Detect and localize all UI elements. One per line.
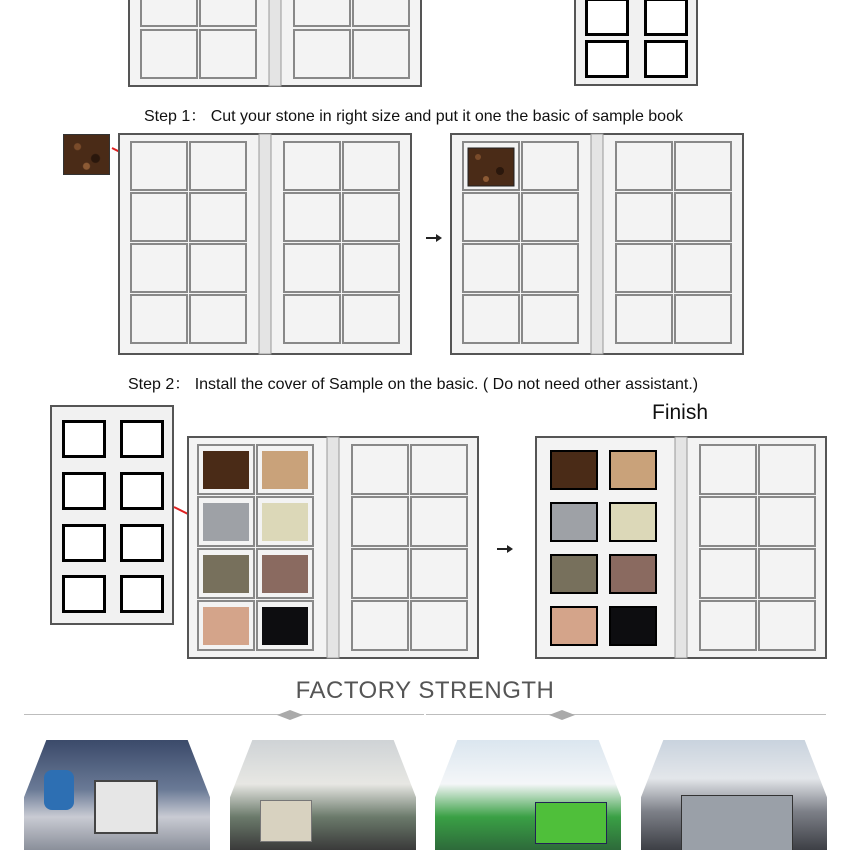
sample-book-finished [535, 436, 827, 659]
cover-window [62, 575, 106, 613]
cover-window [120, 575, 164, 613]
cover-window [120, 472, 164, 510]
book-top-left [128, 0, 422, 88]
diamond-icon [549, 710, 575, 720]
cover-window [120, 420, 164, 458]
small-right-arrow-icon [496, 543, 514, 555]
divider-line-right [426, 714, 826, 715]
step-1-caption: Step 1： Cut your stone in right size and put it one the basic of sample book [144, 108, 683, 125]
cover-window [585, 0, 629, 36]
sample-book-empty [118, 133, 412, 355]
cover-window [585, 40, 629, 78]
factory-photo-printing [641, 740, 827, 850]
cover-window [644, 0, 688, 36]
cover-window [62, 472, 106, 510]
step-2-caption: Step 2： Install the cover of Sample on the basic. ( Do not need other assistant.) [128, 376, 699, 393]
cover-top-partial [574, 0, 698, 86]
divider-line-left [24, 714, 424, 715]
finish-label: Finish [652, 401, 709, 424]
cover-window [120, 524, 164, 562]
sample-book-filled [187, 436, 479, 659]
sample-cover [50, 405, 174, 625]
diamond-icon [277, 710, 303, 720]
cover-window [644, 40, 688, 78]
section-title: FACTORY STRENGTH [295, 677, 555, 704]
stone-tile-loose [63, 134, 110, 175]
cover-window [62, 420, 106, 458]
sample-book-one-stone [450, 133, 744, 355]
factory-photo-assembly [24, 740, 210, 850]
small-right-arrow-icon [425, 232, 443, 244]
factory-photo-molding [435, 740, 621, 850]
cover-window [62, 524, 106, 562]
factory-photo-office [230, 740, 416, 850]
